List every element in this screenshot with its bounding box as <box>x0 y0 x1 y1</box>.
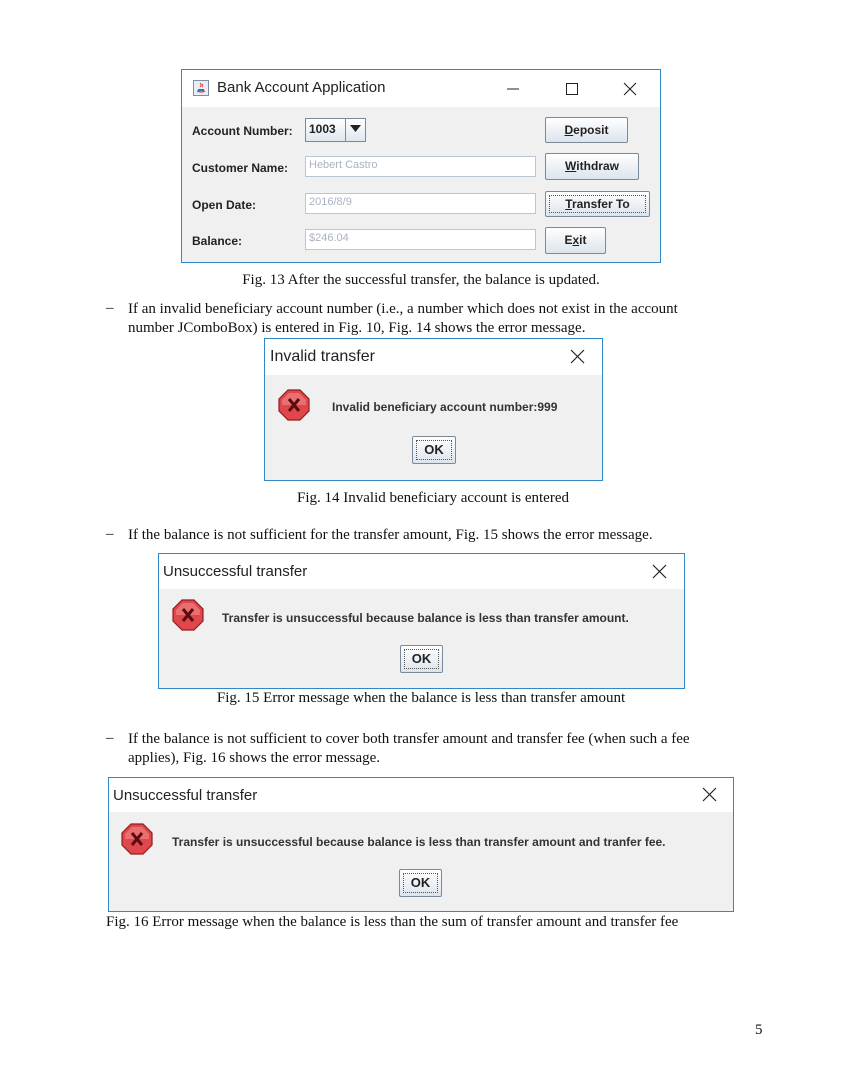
balance-label: Balance: <box>192 234 243 248</box>
withdraw-mnemonic: W <box>565 159 577 173</box>
withdraw-label: ithdraw <box>576 159 619 173</box>
bullet-dash: – <box>106 526 114 542</box>
ok-label: OK <box>411 651 432 666</box>
bullet-dash: – <box>106 730 114 746</box>
exit-mnemonic: x <box>572 233 580 247</box>
java-app-icon <box>193 80 209 96</box>
transfer-label: ransfer To <box>571 197 630 211</box>
minimize-icon[interactable] <box>506 82 520 96</box>
deposit-button[interactable] <box>545 117 628 143</box>
ok-button[interactable] <box>412 436 456 464</box>
deposit-label: eposit <box>573 123 609 137</box>
bullet3-line2: applies), Fig. 16 shows the error message. <box>128 750 381 766</box>
invalid-transfer-dialog <box>264 338 603 481</box>
dialog-title: Unsuccessful transfer <box>163 563 308 580</box>
customer-name-field[interactable]: Hebert Castro <box>305 156 536 177</box>
transfer-to-button[interactable] <box>545 191 650 217</box>
unsuccessful-transfer-fee-dialog <box>108 777 734 912</box>
exit-label-pre: E <box>564 233 573 247</box>
page-number: 5 <box>755 1022 763 1038</box>
error-message: Invalid beneficiary account number:999 <box>332 400 558 414</box>
transfer-mnemonic: T <box>565 197 572 211</box>
bullet-dash: – <box>106 300 114 316</box>
ok-button[interactable] <box>399 869 442 897</box>
window-title: Bank Account Application <box>217 79 386 96</box>
exit-label-post: it <box>579 233 587 247</box>
bullet1-line2: number JComboBox) is entered in Fig. 10, Fig. 14 shows the error message. <box>128 320 586 336</box>
balance-field[interactable]: $246.04 <box>305 229 536 250</box>
account-number-combobox[interactable] <box>305 118 366 142</box>
ok-label: OK <box>410 875 431 890</box>
error-icon <box>278 389 310 421</box>
bullet3-line1: If the balance is not sufficient to cover both transfer amount and transfer fee (when such a fee <box>128 731 690 747</box>
close-icon[interactable] <box>652 564 667 579</box>
bullet2-line1: If the balance is not sufficient for the transfer amount, Fig. 15 shows the error message. <box>128 527 653 543</box>
close-icon[interactable] <box>570 349 585 364</box>
customer-name-label: Customer Name: <box>192 161 289 175</box>
bank-account-window <box>181 69 661 263</box>
ok-label: OK <box>424 442 444 457</box>
close-icon[interactable] <box>623 82 637 96</box>
title-bar[interactable] <box>182 70 660 107</box>
dialog-title: Invalid transfer <box>270 348 375 365</box>
error-message: Transfer is unsuccessful because balance is less than transfer amount and tranfer fee. <box>172 835 666 849</box>
withdraw-button[interactable] <box>545 153 639 180</box>
error-icon <box>172 599 204 631</box>
fig15-caption: Fig. 15 Error message when the balance is less than transfer amount <box>216 690 626 706</box>
title-bar[interactable] <box>109 778 733 812</box>
fig16-caption: Fig. 16 Error message when the balance is less than the sum of transfer amount and transfer fee <box>106 914 679 930</box>
chevron-down-icon[interactable] <box>345 119 365 141</box>
account-number-label: Account Number: <box>192 124 293 138</box>
open-date-field[interactable]: 2016/8/9 <box>305 193 536 214</box>
exit-button[interactable] <box>545 227 606 254</box>
maximize-icon[interactable] <box>565 82 579 96</box>
bullet1-line1: If an invalid beneficiary account number (i.e., a number which does not exist in the account <box>128 301 678 317</box>
title-bar[interactable] <box>159 554 684 589</box>
close-icon[interactable] <box>702 787 717 802</box>
unsuccessful-transfer-dialog <box>158 553 685 689</box>
error-message: Transfer is unsuccessful because balance is less than transfer amount. <box>222 611 629 625</box>
fig13-caption: Fig. 13 After the successful transfer, the balance is updated. <box>242 272 600 288</box>
account-number-value: 1003 <box>309 122 336 136</box>
fig14-caption: Fig. 14 Invalid beneficiary account is entered <box>297 490 569 506</box>
title-bar[interactable] <box>265 339 602 375</box>
open-date-label: Open Date: <box>192 198 257 212</box>
deposit-mnemonic: D <box>564 123 574 137</box>
ok-button[interactable] <box>400 645 443 673</box>
error-icon <box>121 823 153 855</box>
dialog-title: Unsuccessful transfer <box>113 787 258 804</box>
